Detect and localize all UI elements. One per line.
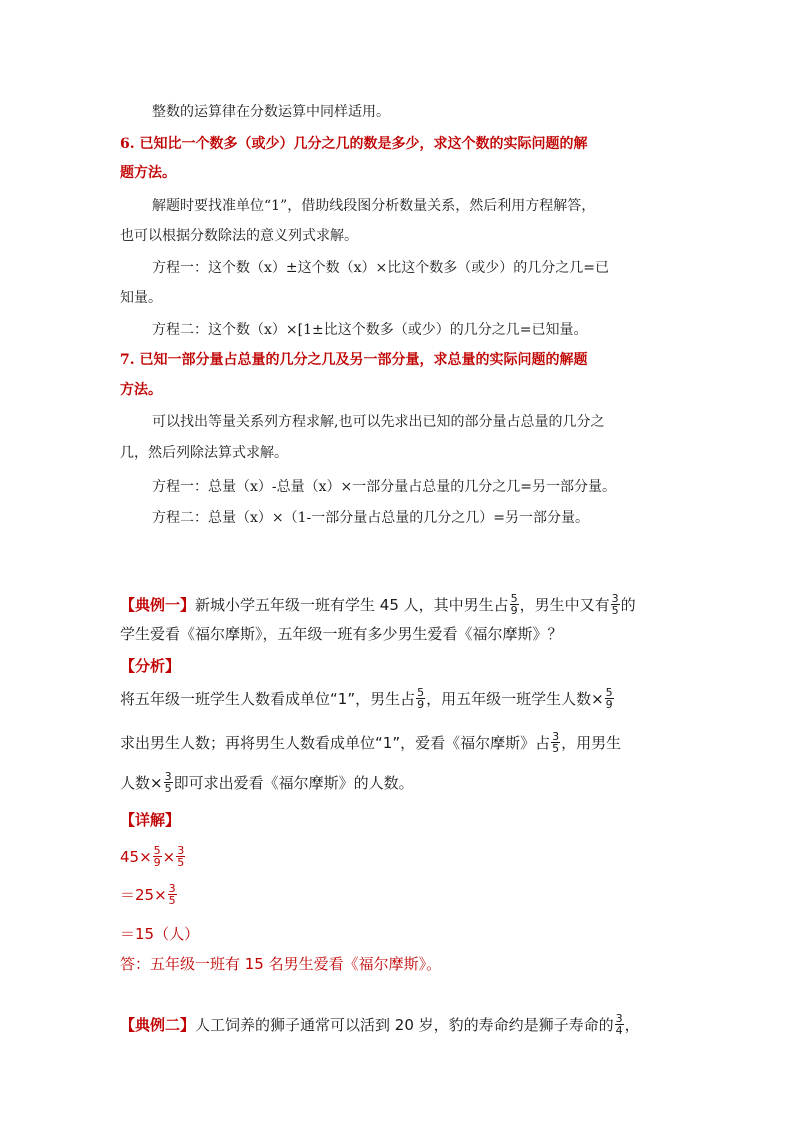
analysis-line: 求出男生人数；再将男生人数看成单位“1”，爱看《福尔摩斯》占 $\frac{3}{5}$ ，用男生 <box>120 730 622 755</box>
rule-text-line: 整数的运算律在分数运算中同样适用。 <box>152 104 390 120</box>
rule6-desc: 解题时要找准单位“1”，借助线段图分析数量关系，然后利用方程解答， <box>152 198 596 214</box>
calc-step-3: ＝15（人） <box>120 925 200 943</box>
rule6-title-cont: 题方法。 <box>120 165 176 181</box>
calc-step-1: 45× $\frac{5}{9}$ × $\frac{3}{5}$ <box>120 844 185 869</box>
fraction-3-5: $\frac{3}{5}$ <box>611 592 619 617</box>
example1-label: 【典例一】 <box>120 596 196 614</box>
fraction-5-9: $\frac{5}{9}$ <box>417 686 425 711</box>
calc-step-2: ＝25× $\frac{3}{5}$ <box>120 882 176 907</box>
rule6-desc-cont: 也可以根据分数除法的意义列式求解。 <box>120 228 358 244</box>
fraction-5-9: $\frac{5}{9}$ <box>605 686 613 711</box>
rule6-method2: 方程二：这个数（x）×[1±比这个数多（或少）的几分之几=已知量。 <box>152 322 588 338</box>
fraction-5-9: $\frac{5}{9}$ <box>153 844 161 869</box>
rule6-title: 6. 已知比一个数多（或少）几分之几的数是多少，求这个数的实际问题的解 <box>120 136 588 152</box>
analysis-line: 人数× $\frac{3}{5}$ 即可求出爱看《福尔摩斯》的人数。 <box>120 770 414 795</box>
rule6-method1-cont: 知量。 <box>120 290 162 306</box>
detail-label: 【详解】 <box>120 811 181 829</box>
fraction-3-4: $\frac{3}{4}$ <box>615 1012 623 1037</box>
example1-question: 【典例一】新城小学五年级一班有学生 45 人，其中男生占 $\frac{5}{9}$ ，男生中又有 $\frac{3}{5}$ 的 <box>120 592 636 617</box>
rule7-desc-cont: 几，然后列除法算式求解。 <box>120 445 288 461</box>
rule7-desc: 可以找出等量关系列方程求解,也可以先求出已知的部分量占总量的几分之 <box>152 414 605 430</box>
fraction-3-5: $\frac{3}{5}$ <box>177 844 185 869</box>
example1-question-cont: 学生爱看《福尔摩斯》，五年级一班有多少男生爱看《福尔摩斯》？ <box>120 625 563 643</box>
fraction-5-9: $\frac{5}{9}$ <box>510 592 518 617</box>
fraction-3-5: $\frac{3}{5}$ <box>552 730 560 755</box>
rule7-title: 7. 已知一部分量占总量的几分之几及另一部分量，求总量的实际问题的解题 <box>120 352 588 368</box>
rule7-method1: 方程一：总量（x）-总量（x）×一部分量占总量的几分之几=另一部分量。 <box>152 479 616 495</box>
rule7-method2: 方程二：总量（x）×（1-一部分量占总量的几分之几）=另一部分量。 <box>152 510 589 526</box>
analysis-line: 将五年级一班学生人数看成单位“1”，男生占 $\frac{5}{9}$ ，用五年级一班学生人数× $\frac{5}{9}$ <box>120 686 613 711</box>
fraction-3-5: $\frac{3}{5}$ <box>164 770 172 795</box>
fraction-3-5: $\frac{3}{5}$ <box>168 882 176 907</box>
example2-question: 【典例二】人工饲养的狮子通常可以活到 20 岁，豹的寿命约是狮子寿命的 $\frac{3}{4}$ ， <box>120 1012 640 1037</box>
rule6-method1: 方程一：这个数（x）±这个数（x）×比这个数多（或少）的几分之几=已 <box>152 260 609 276</box>
rule7-title-cont: 方法。 <box>120 382 162 398</box>
analysis-label: 【分析】 <box>120 657 181 675</box>
example2-label: 【典例二】 <box>120 1016 196 1034</box>
answer-line: 答：五年级一班有 15 名男生爱看《福尔摩斯》。 <box>120 955 442 973</box>
